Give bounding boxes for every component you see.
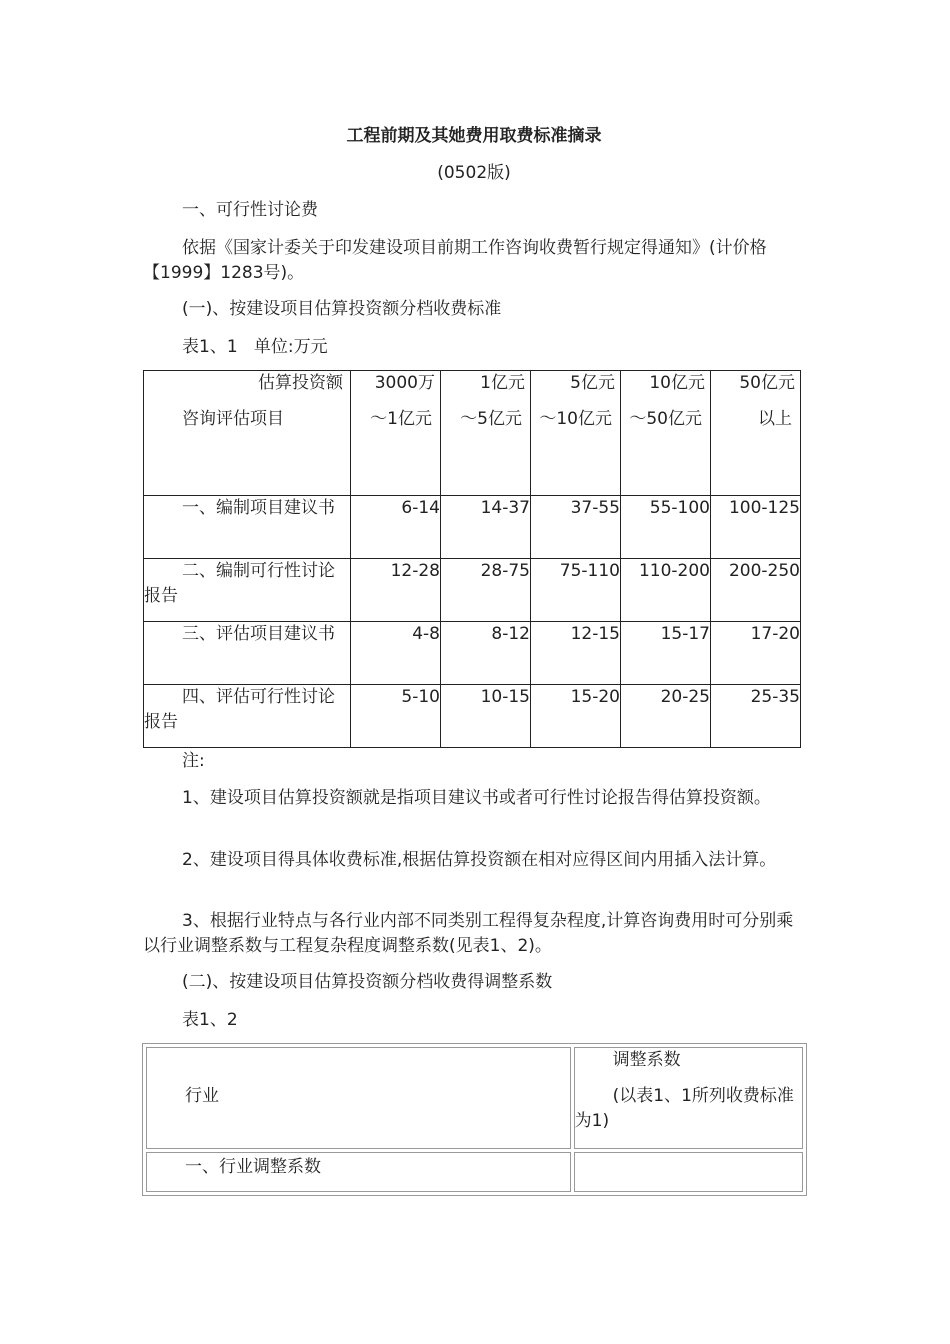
fee-cell: 75-110 <box>531 559 621 622</box>
table2-header-industry <box>146 1047 571 1149</box>
fee-cell: 25-35 <box>711 685 801 748</box>
table2-header-row <box>146 1047 803 1149</box>
row-label: 四、评估可行性讨论报告 <box>144 685 351 748</box>
fee-cell: 15-17 <box>621 622 711 685</box>
note-label: 注: <box>182 751 205 771</box>
subsection-heading-2: (二)、按建设项目估算投资额分档收费得调整系数 <box>182 972 553 992</box>
coefficient-header-note: (以表1、1所列收费标准为1) <box>574 1086 794 1131</box>
table-row <box>144 685 801 748</box>
coefficient-header-label: 调整系数 <box>612 1050 681 1070</box>
fee-cell: 28-75 <box>441 559 531 622</box>
adjustment-coefficient-table <box>142 1043 807 1196</box>
row-label: 三、评估项目建议书 <box>144 622 351 685</box>
note-item-3: 3、根据行业特点与各行业内部不同类别工程得复杂程度,计算咨询费用时可分别乘以行业调整系数与工程复杂程度调整系数(见表1、2)。 <box>143 911 794 956</box>
fee-cell: 55-100 <box>621 496 711 559</box>
table1-column-header <box>621 371 711 496</box>
fee-cell: 37-55 <box>531 496 621 559</box>
fee-cell: 12-28 <box>351 559 441 622</box>
note-item-1: 1、建设项目估算投资额就是指项目建议书或者可行性讨论报告得估算投资额。 <box>182 788 771 808</box>
column-range-to: 以上 <box>758 409 792 429</box>
column-range-to: ～50亿元 <box>629 409 702 429</box>
column-range-to: ～1亿元 <box>370 409 432 429</box>
fee-cell: 12-15 <box>531 622 621 685</box>
basis-paragraph: 依据《国家计委关于印发建设项目前期工作咨询收费暂行规定得通知》(计价格【1999】1283号)。 <box>143 238 767 283</box>
note-item-2: 2、建设项目得具体收费标准,根据估算投资额在相对应得区间内用插入法计算。 <box>182 850 777 870</box>
fee-cell: 15-20 <box>531 685 621 748</box>
table2-caption: 表1、2 <box>182 1010 238 1030</box>
table-row <box>144 496 801 559</box>
subsection-heading-1: (一)、按建设项目估算投资额分档收费标准 <box>182 299 502 319</box>
fee-cell: 20-25 <box>621 685 711 748</box>
column-range-from: 3000万 <box>374 373 435 393</box>
column-range-to: ～10亿元 <box>539 409 612 429</box>
fee-cell: 5-10 <box>351 685 441 748</box>
table1-corner-cell <box>144 371 351 496</box>
fee-cell: 100-125 <box>711 496 801 559</box>
fee-standard-table <box>143 370 801 748</box>
column-range-to: ～5亿元 <box>460 409 522 429</box>
column-range-from: 5亿元 <box>570 373 615 393</box>
fee-cell: 200-250 <box>711 559 801 622</box>
table-row <box>146 1152 803 1192</box>
fee-cell: 17-20 <box>711 622 801 685</box>
column-range-from: 50亿元 <box>739 373 795 393</box>
column-range-from: 10亿元 <box>649 373 705 393</box>
row-label: 一、编制项目建议书 <box>144 496 351 559</box>
fee-cell: 6-14 <box>351 496 441 559</box>
fee-cell: 10-15 <box>441 685 531 748</box>
fee-cell: 4-8 <box>351 622 441 685</box>
table1-caption: 表1、1 单位:万元 <box>182 337 328 357</box>
fee-cell: 110-200 <box>621 559 711 622</box>
row-label: 一、行业调整系数 <box>146 1152 571 1192</box>
column-range-from: 1亿元 <box>480 373 525 393</box>
table2-header-coefficient <box>574 1047 803 1149</box>
table1-column-header <box>351 371 441 496</box>
document-version: (0502版) <box>437 163 511 183</box>
document-title: 工程前期及其她费用取费标准摘录 <box>346 126 602 146</box>
fee-cell: 14-37 <box>441 496 531 559</box>
section-heading-feasibility: 一、可行性讨论费 <box>182 200 318 220</box>
industry-header-label: 行业 <box>185 1086 219 1106</box>
fee-cell: 8-12 <box>441 622 531 685</box>
table1-column-header <box>531 371 621 496</box>
table1-column-header <box>441 371 531 496</box>
coefficient-cell <box>574 1152 803 1192</box>
table1-header-row <box>144 371 801 496</box>
table-row <box>144 559 801 622</box>
corner-label-investment: 估算投资额 <box>258 373 343 393</box>
table1-column-header <box>711 371 801 496</box>
table-row <box>144 622 801 685</box>
row-label: 二、编制可行性讨论报告 <box>144 559 351 622</box>
corner-label-item: 咨询评估项目 <box>182 409 284 429</box>
